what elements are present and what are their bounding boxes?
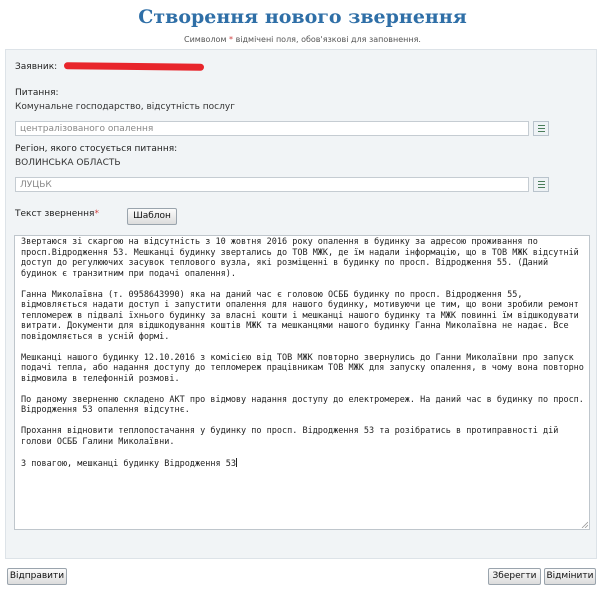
appeal-form-panel <box>5 49 597 559</box>
resize-handle-icon[interactable] <box>581 521 588 528</box>
cancel-button[interactable]: Відмінити <box>544 568 596 585</box>
applicant-label: Заявник: <box>15 62 58 72</box>
complaint-paragraph: По даному зверненню складено АКТ про відмову надання доступу до електромереж. На даний час в будинку по просп. Відродження 53 опалення відсутнє. <box>21 394 584 415</box>
question-value: Комунальне господарство, відсутність послуг <box>15 102 235 112</box>
text-label <box>15 209 99 219</box>
template-button[interactable]: Шаблон <box>127 208 177 225</box>
text-label-text: Текст звернення <box>15 209 95 219</box>
city-picker-button[interactable] <box>533 177 549 192</box>
region-value: ВОЛИНСЬКА ОБЛАСТЬ <box>15 158 121 168</box>
list-icon <box>538 181 545 182</box>
question-field[interactable]: централізованого опалення <box>15 121 529 136</box>
question-picker-button[interactable] <box>533 121 549 136</box>
save-button[interactable]: Зберегти <box>488 568 541 585</box>
complaint-paragraph: Мешканці нашого будинку 12.10.2016 з комісією від ТОВ МЖК повторно звернулись до Ганни Миколаївни про запуск подачі тепла, або надання доступу до тепломереж працівникам ТОВ МЖК для запуску опалення, в чому вона повторно відмовила в телефонній розмові. <box>21 352 584 384</box>
complaint-paragraph: Ганна Миколаївна (т. 0958643990) яка на даний час є головою ОСББ будинку по просп. Відродження 55, відмовляється надати доступ і запустити опалення для нашого будинку, мотивуючи це тим, що вони зробили ремонт тепломереж в підвалі їхнього будинку за власні кошти і мешканці нашого будинку та МЖК повинні їм відшкодувати витрати. Документи для відшкодування коштів МЖК та мешканцями нашого будинку Ганна Миколаївна не надає. Все повідомляється в усній формі. <box>21 289 579 342</box>
complaint-signature: З повагою, мешканці будинку Відродження 53 <box>21 458 236 469</box>
redacted-applicant-name <box>64 62 204 70</box>
subtitle-prefix: Символом <box>184 35 230 44</box>
list-icon <box>538 125 545 126</box>
required-star: * <box>94 209 99 219</box>
complaint-paragraph: Звертаюся зі скаргою на відсутність з 10 жовтня 2016 року опалення в будинку за адресою проживання по просп.Відродження 53. Мешканці будинку звертались до ТОВ МЖК, де їм надали інформацію, що в ТОВ МЖК відсутній доступ до регулюючих засувок теплового вузла, які розміщенні в будинку по просп. Відродження 55. (Даний будинок є транзитним при подачі опалення). <box>21 237 579 279</box>
subtitle-suffix: відмічені поля, обов'язкові для заповнення. <box>233 35 421 44</box>
complaint-paragraph: Прохання відновити теплопостачання у будинку по просп. Відродження 53 та розібратись в протиправності дій голови ОСББ Галини Миколаївни. <box>21 426 559 447</box>
question-label: Питання: <box>15 88 59 98</box>
page-title: Створення нового звернення <box>138 6 467 28</box>
text-caret <box>236 458 237 467</box>
send-button[interactable]: Відправити <box>7 568 67 585</box>
required-star: * <box>229 35 234 44</box>
complaint-textarea[interactable] <box>14 235 590 530</box>
city-field[interactable]: ЛУЦЬК <box>15 177 529 192</box>
page-subtitle <box>0 35 605 44</box>
region-label: Регіон, якого стосується питання: <box>15 144 178 154</box>
